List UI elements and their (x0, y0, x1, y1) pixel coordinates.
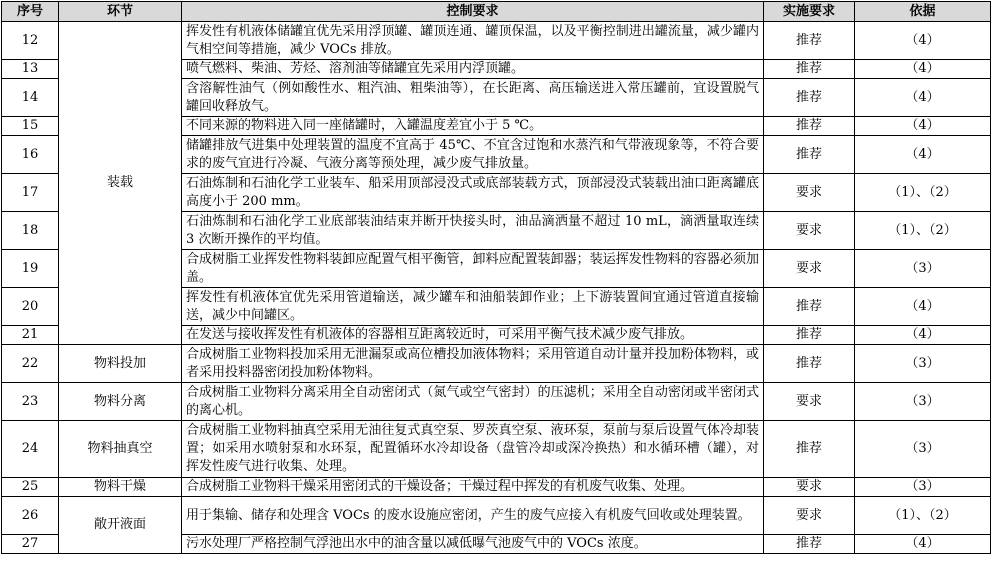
row-no: 15 (2, 117, 59, 136)
requirement-text: 挥发性有机液体宜优先采用管道输送，减少罐车和油船装卸作业；上下游装置间宜通过管道直接输送，减少中间罐区。 (182, 288, 764, 326)
basis-cell: （3） (855, 383, 991, 421)
requirement-text: 合成树脂工业物料投加采用无泄漏泵或高位槽投加液体物料；采用管道自动计量并投加粉体物料，或者采用投料器密闭投加粉体物料。 (182, 345, 764, 383)
row-no: 24 (2, 421, 59, 478)
table-row (2, 497, 991, 535)
basis-cell: （1）、（2） (855, 497, 991, 535)
implementation-cell: 推荐 (764, 117, 855, 136)
header-implementation: 实施要求 (764, 2, 855, 22)
row-no: 13 (2, 60, 59, 79)
basis-cell: （1）、（2） (855, 212, 991, 250)
header-no: 序号 (2, 2, 59, 22)
row-no: 21 (2, 326, 59, 345)
requirement-text: 合成树脂工业挥发性物料装卸应配置气相平衡管，卸料应配置装卸器；装运挥发性物料的容器必须加盖。 (182, 250, 764, 288)
row-no: 20 (2, 288, 59, 326)
table-row (2, 22, 991, 60)
row-no: 27 (2, 535, 59, 554)
row-no: 18 (2, 212, 59, 250)
requirement-text: 用于集输、储存和处理含 VOCs 的废水设施应密闭，产生的废气应接入有机废气回收或处理装置。 (182, 497, 764, 535)
requirement-text: 合成树脂工业物料抽真空采用无油往复式真空泵、罗茨真空泵、液环泵，泵前与泵后设置气体冷却装置；如采用水喷射泵和水环泵，配置循环水冷却设备（盘管冷却或深冷换热）和水循环槽（罐），对挥发性废气进行收集、处理。 (182, 421, 764, 478)
requirement-text: 喷气燃料、柴油、芳烃、溶剂油等储罐宜先采用内浮顶罐。 (182, 60, 764, 79)
table-row (2, 421, 991, 478)
basis-cell: （4） (855, 535, 991, 554)
requirement-text: 合成树脂工业物料分离采用全自动密闭式（氮气或空气密封）的压滤机；采用全自动密闭或半密闭式的离心机。 (182, 383, 764, 421)
control-requirements-table (1, 1, 991, 554)
table-row (2, 383, 991, 421)
basis-cell: （3） (855, 250, 991, 288)
stage-cell: 物料投加 (59, 345, 182, 383)
implementation-cell: 要求 (764, 383, 855, 421)
implementation-cell: 要求 (764, 212, 855, 250)
row-no: 17 (2, 174, 59, 212)
header-row (2, 2, 991, 22)
stage-cell: 物料干燥 (59, 478, 182, 497)
row-no: 26 (2, 497, 59, 535)
implementation-cell: 推荐 (764, 79, 855, 117)
implementation-cell: 推荐 (764, 136, 855, 174)
implementation-cell: 要求 (764, 250, 855, 288)
requirement-text: 污水处理厂严格控制气浮池出水中的油含量以减低曝气池废气中的 VOCs 浓度。 (182, 535, 764, 554)
implementation-cell: 推荐 (764, 288, 855, 326)
row-no: 19 (2, 250, 59, 288)
row-no: 22 (2, 345, 59, 383)
requirement-text: 合成树脂工业物料干燥采用密闭式的干燥设备；干燥过程中挥发的有机废气收集、处理。 (182, 478, 764, 497)
basis-cell: （4） (855, 22, 991, 60)
basis-cell: （4） (855, 136, 991, 174)
row-no: 16 (2, 136, 59, 174)
basis-cell: （4） (855, 117, 991, 136)
implementation-cell: 要求 (764, 478, 855, 497)
basis-cell: （3） (855, 478, 991, 497)
implementation-cell: 要求 (764, 174, 855, 212)
header-requirement: 控制要求 (182, 2, 764, 22)
basis-cell: （4） (855, 79, 991, 117)
requirement-text: 储罐排放气进集中处理装置的温度不宜高于 45℃、不宜含过饱和水蒸汽和气带液现象等，不符合要求的废气宜进行冷凝、气液分离等预处理，减少废气排放量。 (182, 136, 764, 174)
requirement-text: 挥发性有机液体储罐宜优先采用浮顶罐、罐顶连通、罐顶保温，以及平衡控制进出罐流量，减少罐内气相空间等措施，减少 VOCs 排放。 (182, 22, 764, 60)
requirement-text: 不同来源的物料进入同一座储罐时，入罐温度差宜小于 5 ℃。 (182, 117, 764, 136)
implementation-cell: 推荐 (764, 326, 855, 345)
basis-cell: （1）、（2） (855, 174, 991, 212)
row-no: 12 (2, 22, 59, 60)
implementation-cell: 要求 (764, 497, 855, 535)
implementation-cell: 推荐 (764, 60, 855, 79)
stage-cell: 物料抽真空 (59, 421, 182, 478)
implementation-cell: 推荐 (764, 535, 855, 554)
header-stage: 环节 (59, 2, 182, 22)
basis-cell: （3） (855, 421, 991, 478)
basis-cell: （4） (855, 288, 991, 326)
implementation-cell: 推荐 (764, 345, 855, 383)
implementation-cell: 推荐 (764, 22, 855, 60)
basis-cell: （4） (855, 326, 991, 345)
header-basis: 依据 (855, 2, 991, 22)
table-row (2, 345, 991, 383)
row-no: 23 (2, 383, 59, 421)
stage-cell: 敞开液面 (59, 497, 182, 554)
requirement-text: 石油炼制和石油化学工业底部装油结束并断开快接头时，油品滴洒量不超过 10 mL，滴洒量取连续 3 次断开操作的平均值。 (182, 212, 764, 250)
requirement-text: 在发送与接收挥发性有机液体的容器相互距离较近时，可采用平衡气技术减少废气排放。 (182, 326, 764, 345)
stage-cell-loading: 装载 (59, 22, 182, 345)
table-row (2, 478, 991, 497)
row-no: 25 (2, 478, 59, 497)
basis-cell: （4） (855, 60, 991, 79)
requirement-text: 含溶解性油气（例如酸性水、粗汽油、粗柴油等），在长距离、高压输送进入常压罐前，宜设置脱气罐回收释放气。 (182, 79, 764, 117)
requirement-text: 石油炼制和石油化学工业装车、船采用顶部浸没式或底部装载方式，顶部浸没式装载出油口距离罐底高度小于 200 mm。 (182, 174, 764, 212)
stage-cell: 物料分离 (59, 383, 182, 421)
basis-cell: （3） (855, 345, 991, 383)
implementation-cell: 推荐 (764, 421, 855, 478)
row-no: 14 (2, 79, 59, 117)
